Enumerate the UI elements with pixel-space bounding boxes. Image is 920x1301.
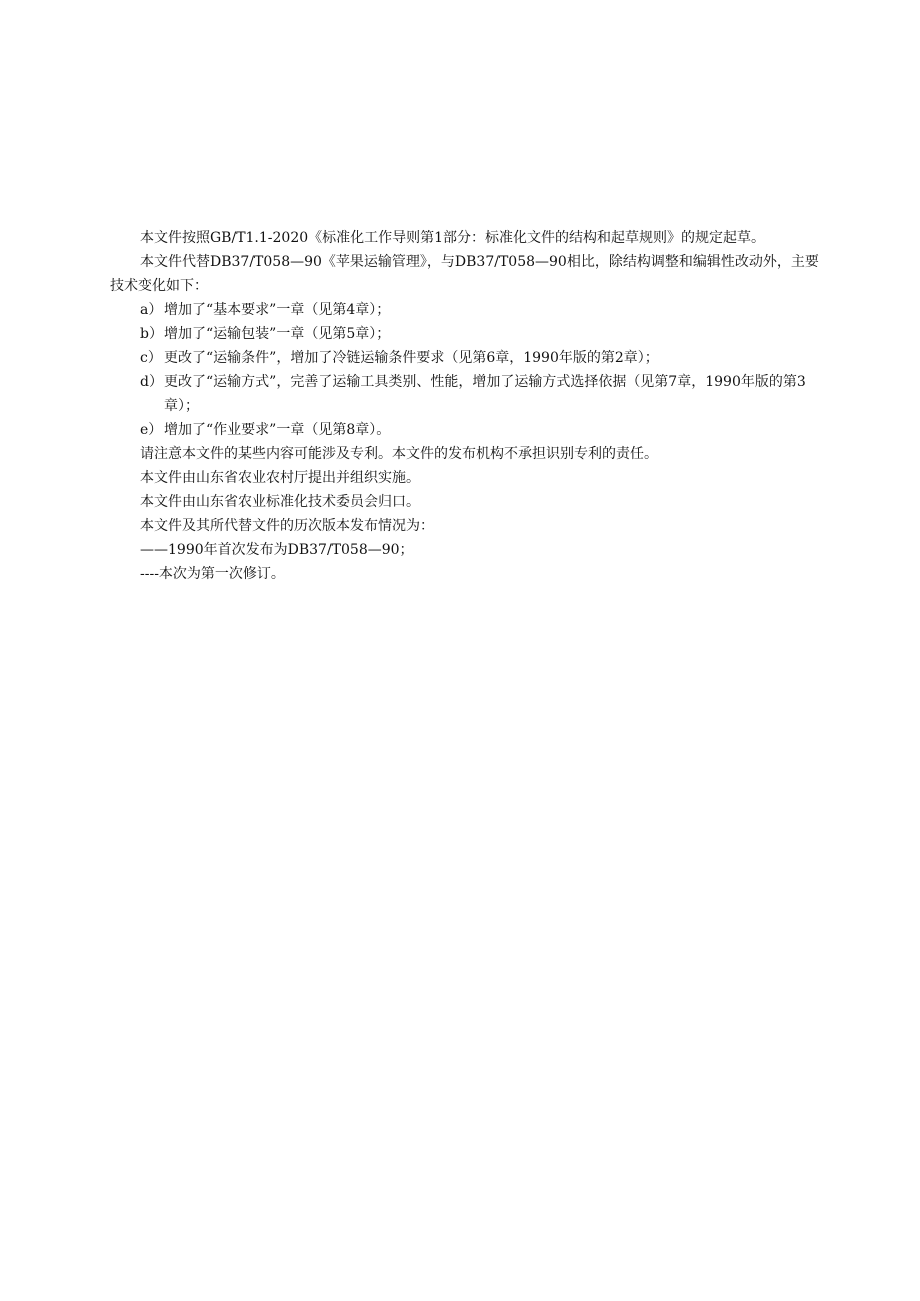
change-item-label: b） (140, 326, 163, 342)
drafting-rule-paragraph: 本文件按照GB/T1.1-2020《标准化工作导则第1部分：标准化文件的结构和起草规则》的规定起草。 (140, 230, 766, 246)
change-item-label: a） (140, 302, 163, 318)
foreword-body (110, 226, 825, 586)
change-item-text: 增加了“作业要求”一章（见第8章）。 (164, 422, 391, 438)
change-item-c (110, 346, 825, 370)
patent-notice-paragraph: 请注意本文件的某些内容可能涉及专利。本文件的发布机构不承担识别专利的责任。 (140, 446, 658, 462)
centralized-by-paragraph: 本文件由山东省农业标准化技术委员会归口。 (140, 494, 420, 510)
change-item-label: d） (140, 374, 163, 390)
change-item-text: 更改了“运输方式”，完善了运输工具类别、性能，增加了运输方式选择依据（见第7章，1990年版的第3章）； (164, 374, 806, 414)
history-entry: ——1990年首次发布为DB37/T058—90； (140, 542, 414, 558)
replaces-paragraph: 本文件代替DB37/T058—90《苹果运输管理》，与DB37/T058—90相比，除结构调整和编辑性改动外，主要技术变化如下： (110, 254, 819, 294)
change-item-a (110, 298, 825, 322)
history-entry: ----本次为第一次修订。 (140, 566, 285, 582)
change-item-e (110, 418, 825, 442)
history-intro-paragraph: 本文件及其所代替文件的历次版本发布情况为： (140, 518, 434, 534)
change-item-label: c） (140, 350, 162, 366)
change-item-text: 增加了“基本要求”一章（见第4章）； (164, 302, 391, 318)
change-item-text: 增加了“运输包装”一章（见第5章）； (164, 326, 391, 342)
change-item-b (110, 322, 825, 346)
change-item-label: e） (140, 422, 163, 438)
change-item-d (110, 370, 825, 418)
proposed-by-paragraph: 本文件由山东省农业农村厅提出并组织实施。 (140, 470, 420, 486)
change-item-text: 更改了“运输条件”，增加了冷链运输条件要求（见第6章，1990年版的第2章）； (164, 350, 659, 366)
